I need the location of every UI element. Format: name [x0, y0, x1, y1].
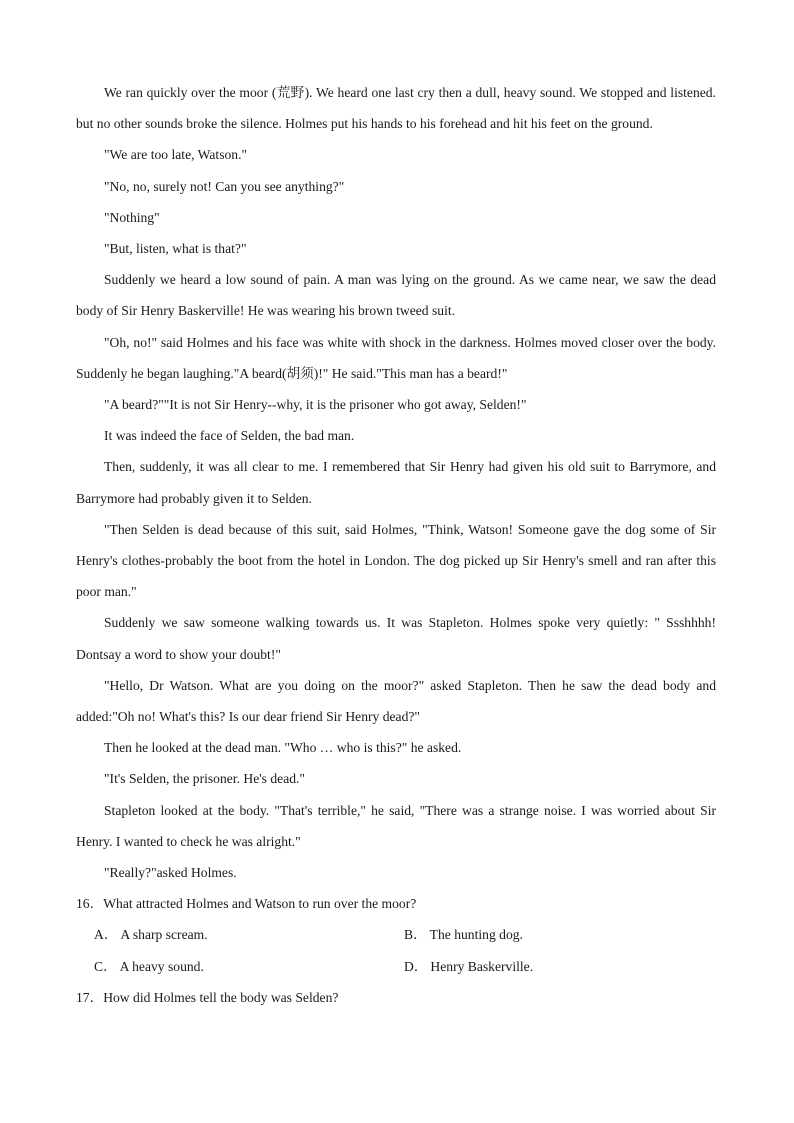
paragraph: We ran quickly over the moor (荒野). We heard one last cry then a dull, heavy sound. We stopped and listened. but no other sounds broke the silence. Holmes put his hands to his forehead and hit his feet on the ground. — [76, 85, 716, 132]
paragraph: "But, listen, what is that?" — [104, 241, 247, 257]
question-16 — [76, 888, 716, 919]
paragraph: Suddenly we heard a low sound of pain. A man was lying on the ground. As we came near, we saw the dead body of Sir Henry Baskerville! He was wearing his brown tweed suit. — [76, 272, 716, 319]
paragraph: "A beard?""It is not Sir Henry--why, it is the prisoner who got away, Selden!" — [104, 397, 527, 413]
paragraph: "No, no, surely not! Can you see anything?" — [104, 178, 345, 194]
option-a[interactable] — [94, 919, 404, 950]
paragraph: Suddenly we saw someone walking towards us. It was Stapleton. Holmes spoke very quietly: " Ssshhhh! Dontsay a word to show your doubt!" — [76, 615, 716, 662]
option-label: C． — [94, 958, 117, 974]
paragraph: "Hello, Dr Watson. What are you doing on the moor?" asked Stapleton. Then he saw the dead body and added:"Oh no! What's this? Is our dear friend Sir Henry dead?" — [76, 677, 716, 725]
option-label: D． — [404, 958, 428, 974]
paragraph: "Then Selden is dead because of this suit, said Holmes, "Think, Watson! Someone gave the dog some of Sir Henry's clothes-probably the boot from the hotel in London. The dog picked up Sir Henry's smell and ran after this poor man." — [76, 521, 716, 600]
paragraph: Then he looked at the dead man. "Who … who is this?" he asked. — [104, 740, 462, 756]
option-text: A sharp scream. — [120, 927, 208, 943]
option-label: B． — [404, 927, 427, 943]
paragraph: "Nothing" — [104, 209, 160, 225]
option-text: Henry Baskerville. — [430, 958, 534, 974]
question-text: How did Holmes tell the body was Selden? — [103, 989, 339, 1005]
option-label: A． — [94, 927, 118, 943]
paragraph: "We are too late, Watson." — [104, 147, 248, 163]
option-b[interactable] — [404, 919, 714, 950]
paragraph: Stapleton looked at the body. "That's terrible," he said, "There was a strange noise. I was worried about Sir Henry. I wanted to check he was alright." — [76, 802, 716, 849]
paragraph: "Really?"asked Holmes. — [104, 865, 237, 881]
option-text: The hunting dog. — [429, 927, 523, 943]
question-16-options — [76, 919, 716, 981]
paragraph: Then, suddenly, it was all clear to me. I remembered that Sir Henry had given his old suit to Barrymore, and Barrymore had probably given it to Selden. — [76, 459, 716, 506]
option-text: A heavy sound. — [119, 958, 204, 974]
paragraph: It was indeed the face of Selden, the bad man. — [104, 428, 355, 444]
question-number: 16． — [76, 896, 104, 912]
option-c[interactable] — [94, 951, 404, 982]
document-page — [76, 77, 716, 1013]
paragraph: "It's Selden, the prisoner. He's dead." — [104, 771, 305, 787]
option-d[interactable] — [404, 951, 714, 982]
question-number: 17． — [76, 989, 104, 1005]
question-text: What attracted Holmes and Watson to run over the moor? — [103, 896, 417, 912]
question-17 — [76, 982, 716, 1013]
paragraph: "Oh, no!" said Holmes and his face was white with shock in the darkness. Holmes moved closer over the body. Suddenly he began laughing."A beard(胡须)!" He said."This man has a beard!" — [76, 334, 716, 381]
